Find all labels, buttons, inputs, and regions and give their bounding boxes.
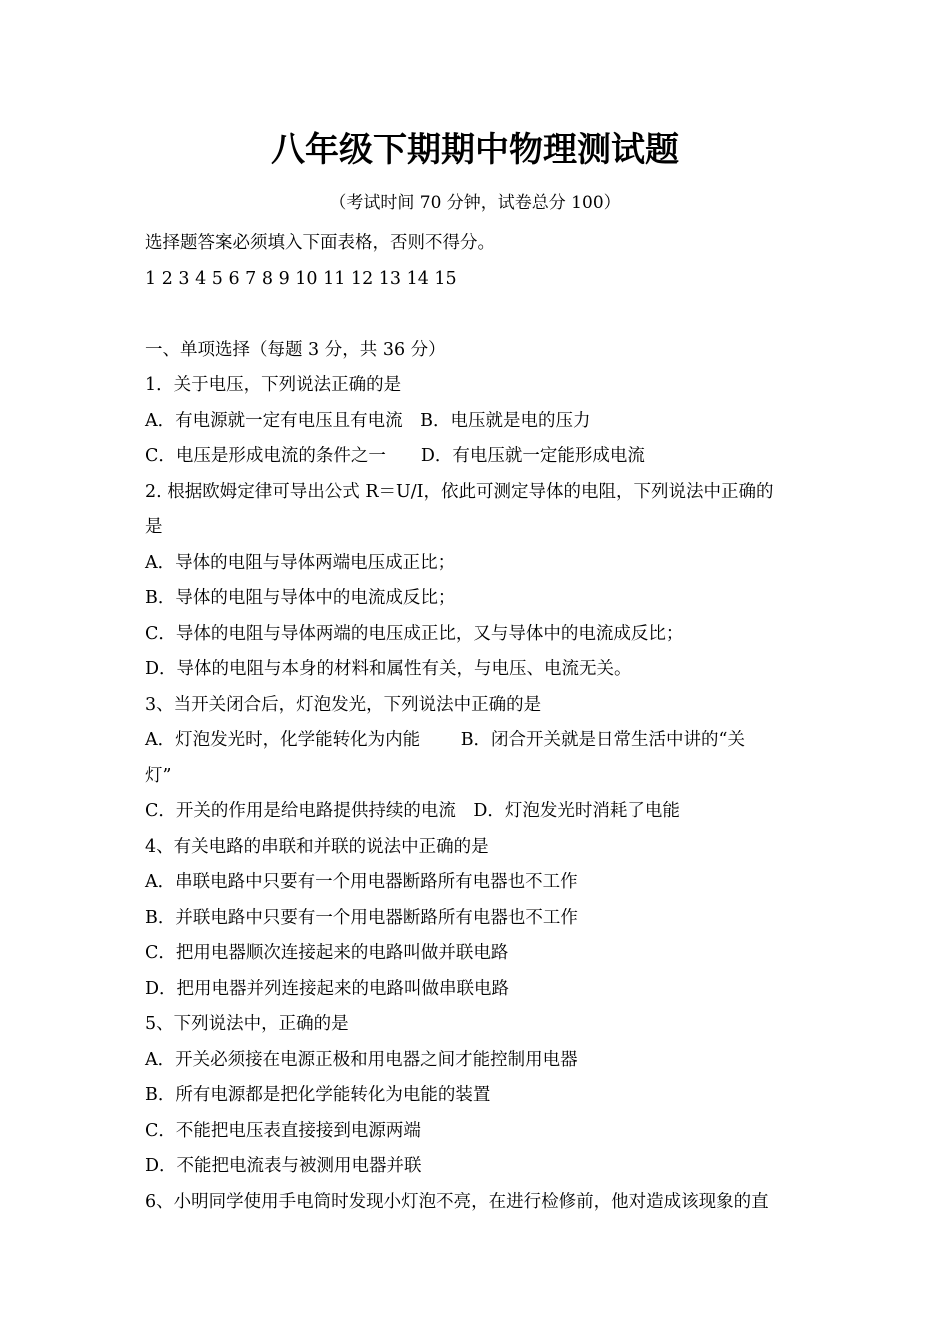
question-stem: 1．关于电压，下列说法正确的是 [145,375,402,395]
question-option: B．所有电源都是把化学能转化为电能的装置 [145,1085,491,1105]
question-option: C．电压是形成电流的条件之一 D．有电压就一定能形成电流 [145,446,645,466]
question-option: A．串联电路中只要有一个用电器断路所有电器也不工作 [145,872,578,892]
section-heading: 一、单项选择（每题 3 分，共 36 分） [145,339,446,360]
question-option: D．不能把电流表与被测用电器并联 [145,1156,422,1176]
question-option: C．不能把电压表直接接到电源两端 [145,1120,421,1141]
question-option: D．导体的电阻与本身的材料和属性有关，与电压、电流无关。 [145,659,632,679]
question-option: C．开关的作用是给电路提供持续的电流 D．灯泡发光时消耗了电能 [145,801,680,821]
exam-info: （考试时间 70 分钟，试卷总分 100） [329,193,621,213]
question-option-continued: 灯” [145,765,172,786]
question-option: A．有电源就一定有电压且有电流 B．电压就是电的压力 [145,410,591,431]
question-stem: 6、小明同学使用手电筒时发现小灯泡不亮，在进行检修前，他对造成该现象的直 [145,1191,769,1212]
question-option: C．把用电器顺次连接起来的电路叫做并联电路 [145,943,509,963]
question-stem: 5、下列说法中，正确的是 [145,1014,349,1034]
question-stem: 3、当开关闭合后，灯泡发光，下列说法中正确的是 [145,694,542,715]
question-option: D．把用电器并列连接起来的电路叫做串联电路 [145,978,510,999]
answer-table-numbers: 1 2 3 4 5 6 7 8 9 10 11 12 13 14 15 [145,268,457,289]
question-stem-continued: 是 [145,517,163,537]
blank-line [145,297,815,333]
question-stem: 2. 根据欧姆定律可导出公式 R＝U/I，依此可测定导体的电阻，下列说法中正确的 [145,481,774,502]
question-option: A．导体的电阻与导体两端电压成正比； [145,552,456,573]
question-option: C．导体的电阻与导体两端的电压成正比，又与导体中的电流成反比； [145,623,684,644]
question-option: A．开关必须接在电源正极和用电器之间才能控制用电器 [145,1049,578,1070]
page-title: 八年级下期期中物理测试题 [271,130,679,170]
document-body [145,226,815,1220]
question-option: B．并联电路中只要有一个用电器断路所有电器也不工作 [145,907,578,928]
question-option: B．导体的电阻与导体中的电流成反比； [145,588,456,608]
answer-notice: 选择题答案必须填入下面表格，否则不得分。 [145,233,495,253]
question-option: A．灯泡发光时，化学能转化为内能 B．闭合开关就是日常生活中讲的“关 [145,730,746,750]
question-stem: 4、有关电路的串联和并联的说法中正确的是 [145,836,489,857]
